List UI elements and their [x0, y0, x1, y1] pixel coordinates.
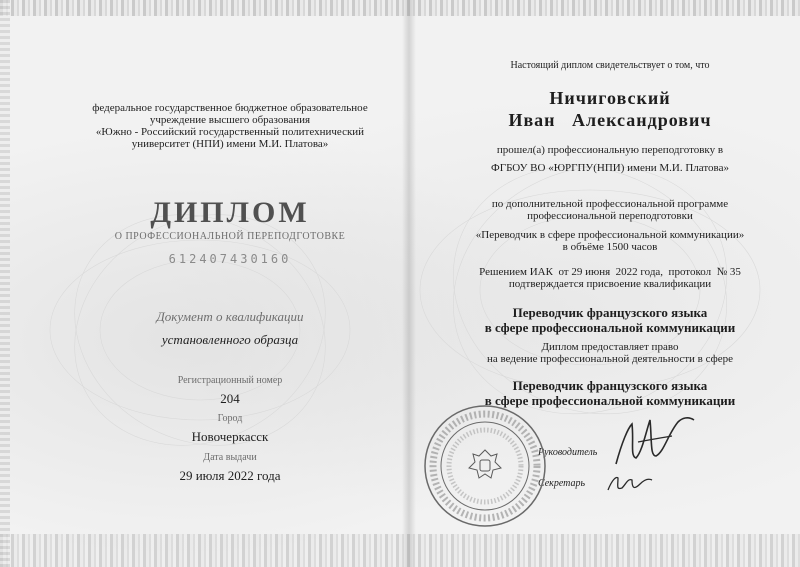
program-name: «Переводчик в сфере профессиональной коммуникации» — [475, 229, 745, 241]
official-seal — [423, 404, 547, 528]
issuer-line-4: университет (НПИ) имени М.И. Платова» — [131, 138, 329, 150]
issue-date-label: Дата выдачи — [203, 452, 257, 463]
document-type-line-2: установленного образца — [161, 332, 299, 347]
decision-line-1: Решением ИАК от 29 июня 2022 года, протокол № 35 — [479, 266, 741, 278]
program-intro-line-1: по дополнительной профессиональной программе — [491, 198, 729, 210]
issue-date-value: 29 июля 2022 года — [179, 468, 281, 483]
secretary-signature — [604, 468, 654, 498]
diploma-title: ДИПЛОМ — [150, 196, 310, 229]
registration-number: 204 — [220, 391, 240, 406]
program-intro-line-2: профессиональной переподготовки — [527, 210, 693, 222]
qualification-line-2: в сфере профессиональной коммуникации — [484, 320, 736, 335]
city-value: Новочеркасск — [191, 429, 269, 444]
passed-text: прошел(а) профессиональную переподготовку в — [496, 144, 724, 156]
serial-number: 612407430160 — [168, 252, 292, 266]
sphere-line-2: в сфере профессиональной коммуникации — [484, 393, 736, 408]
holder-given-names: Иван Александрович — [508, 110, 712, 130]
issuer-line-1: федеральное государственное бюджетное образовательное — [92, 102, 368, 114]
diploma-subtitle: О ПРОФЕССИОНАЛЬНОЙ ПЕРЕПОДГОТОВКЕ — [114, 231, 346, 242]
decision-line-2: подтверждается присвоение квалификации — [508, 278, 712, 290]
sphere-line-1: Переводчик французского языка — [512, 378, 708, 393]
grant-line-1: Диплом предоставляет право — [541, 341, 679, 353]
qualification-line-1: Переводчик французского языка — [512, 305, 708, 320]
city-label: Город — [217, 413, 243, 424]
issuer-line-2: учреждение высшего образования — [149, 114, 311, 126]
head-label: Руководитель — [538, 447, 598, 458]
registration-label: Регистрационный номер — [177, 375, 283, 386]
holder-surname: Ничиговский — [549, 88, 671, 108]
secretary-label: Секретарь — [538, 478, 586, 489]
grant-line-2: на ведение профессиональной деятельности в сфере — [486, 353, 734, 365]
program-hours: в объёме 1500 часов — [562, 241, 658, 253]
institution-name: ФГБОУ ВО «ЮРГПУ(НПИ) имени М.И. Платова» — [491, 162, 729, 174]
intro-text: Настоящий диплом свидетельствует о том, что — [510, 60, 710, 71]
head-signature — [608, 412, 704, 472]
issuer-line-3: «Южно - Российский государственный политехнический — [95, 126, 365, 138]
document-type-line-1: Документ о квалификации — [156, 309, 304, 324]
